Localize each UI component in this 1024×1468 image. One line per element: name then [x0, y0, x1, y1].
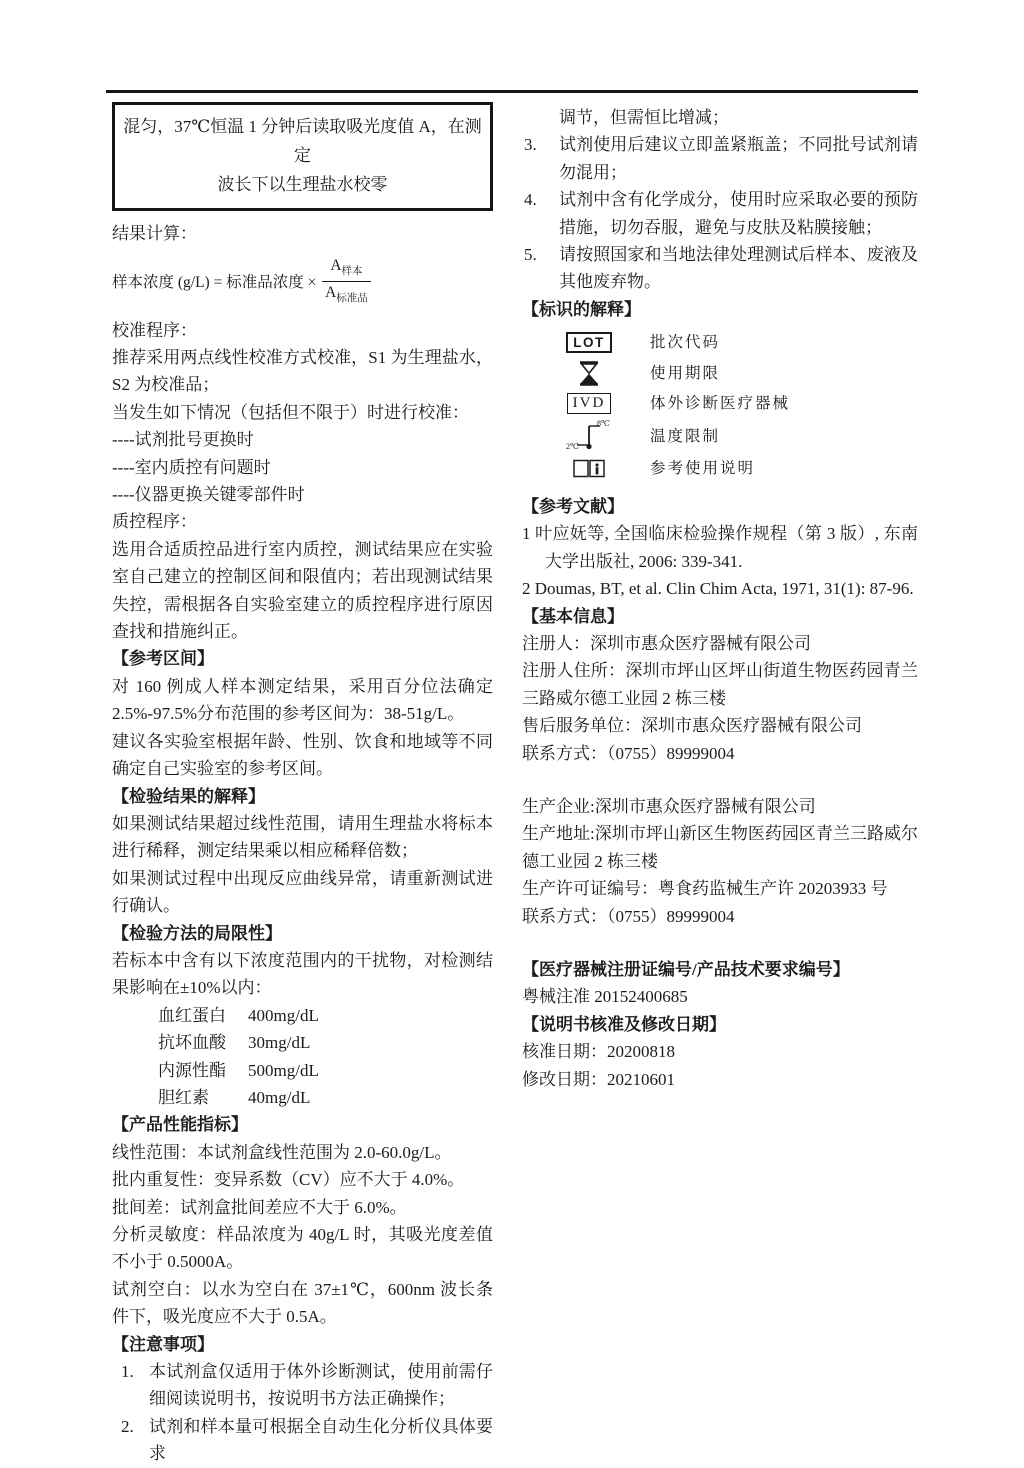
calibration-paragraph: 推荐采用两点线性校准方式校准，S1 为生理盐水，S2 为校准品； [112, 348, 493, 395]
precaution-item [522, 131, 918, 186]
manufacturer-line: 生产企业:深圳市惠众医疗器械有限公司 [522, 796, 816, 816]
calibration-case: ----室内质控有问题时 [112, 457, 271, 477]
performance-line: 批间差：试剂盒批间差应不大于 6.0%。 [112, 1197, 407, 1217]
manufacturer-line: 生产地址:深圳市坪山新区生物医药园区青兰三路威尔德工业园 2 栋三楼 [522, 824, 918, 871]
section-heading-precautions: 【注意事项】 [112, 1334, 214, 1354]
performance-line: 试剂空白：以水为空白在 37±1℃，600nm 波长条件下，吸光度应不大于 0.5A。 [112, 1279, 493, 1327]
precaution-item [112, 1358, 493, 1413]
symbol-label: 使用期限 [650, 364, 721, 382]
symbol-label: 参考使用说明 [650, 460, 756, 478]
temperature-high-label: 8℃ [597, 419, 610, 429]
precaution-number: 3. [524, 135, 537, 155]
reference-interval-paragraph: 建议各实验室根据年龄、性别、饮食和地域等不同确定自己实验室的参考区间。 [112, 731, 493, 779]
section-heading-registration: 【医疗器械注册证编号/产品技术要求编号】 [522, 959, 850, 979]
result-calc-label: 结果计算： [112, 224, 197, 243]
reference-interval-paragraph: 对 160 例成人样本测定结果，采用百分位法确定 2.5%-97.5%分布范围的参考区间为：38-51g/L。 [112, 676, 493, 724]
precaution-text: 试剂和样本量可根据全自动生化分析仪具体要求 [149, 1416, 493, 1464]
symbol-row-ivd [550, 390, 918, 417]
calibration-case: ----仪器更换关键零部件时 [112, 485, 305, 505]
symbol-row-lot [550, 329, 918, 356]
section-heading-reference-interval: 【参考区间】 [112, 649, 214, 669]
interferent-row [112, 1002, 493, 1029]
basic-info-line: 注册人住所：深圳市坪山区坪山街道生物医药园青兰三路威尔德工业园 2 栋三楼 [522, 661, 918, 708]
calibration-title: 校准程序： [112, 320, 197, 340]
limitations-paragraph: 若标本中含有以下浓度范围内的干扰物，对检测结果影响在±10%以内： [112, 950, 493, 998]
interferent-name: 胆红素 [158, 1087, 209, 1107]
symbol-label: 体外诊断医疗器械 [650, 395, 791, 413]
calibration-paragraph: 当发生如下情况（包括但不限于）时进行校准： [112, 402, 469, 422]
interferent-name: 抗坏血酸 [158, 1033, 226, 1053]
temperature-limit-icon [566, 420, 612, 452]
precaution-item [522, 241, 918, 296]
precaution-text: 本试剂盒仅适用于体外诊断测试，使用前需仔细阅读说明书，按说明书方法正确操作； [149, 1362, 493, 1409]
precaution-text: 试剂使用后建议立即盖紧瓶盖；不同批号试剂请勿混用； [559, 135, 918, 182]
page-top-rule [106, 90, 918, 93]
qc-title: 质控程序： [112, 512, 197, 532]
symbol-row-expiry [550, 360, 918, 387]
procedure-note-line1: 混匀，37℃恒温 1 分钟后读取吸光度值 A，在测定 [123, 117, 482, 165]
basic-info-line: 联系方式：（0755）89999004 [522, 743, 735, 763]
registration-number: 粤械注准 20152400685 [522, 987, 688, 1007]
lot-icon: LOT [566, 332, 612, 353]
interferent-name: 血红蛋白 [158, 1005, 226, 1025]
section-heading-limitations: 【检验方法的局限性】 [112, 923, 282, 943]
precaution-item [522, 186, 918, 241]
reference-item: 2 Doumas, BT, et al. Clin Chim Acta, 1971, 31(1): 87-96. [522, 579, 914, 599]
interferent-value: 30mg/dL [248, 1033, 311, 1053]
interferent-value: 500mg/dL [248, 1060, 319, 1080]
concentration-formula [112, 257, 493, 304]
interferent-value: 400mg/dL [248, 1005, 319, 1025]
section-heading-symbols: 【标识的解释】 [522, 299, 641, 319]
section-heading-basic-info: 【基本信息】 [522, 606, 624, 626]
precaution-number: 2. [121, 1416, 134, 1436]
formula-fraction [322, 257, 370, 304]
symbols-table [550, 329, 918, 483]
interpretation-paragraph: 如果测试结果超过线性范围，请用生理盐水将标本进行稀释，测定结果乘以相应稀释倍数； [112, 813, 493, 861]
temperature-low-label: 2℃ [566, 442, 579, 452]
precaution-item [112, 1413, 493, 1468]
hourglass-icon [577, 361, 601, 386]
section-heading-interpretation: 【检验结果的解释】 [112, 786, 265, 806]
formula-denominator: $A_{标准品}$ [325, 283, 368, 304]
symbol-label: 温度限制 [650, 427, 721, 445]
basic-info-line: 售后服务单位：深圳市惠众医疗器械有限公司 [522, 716, 862, 736]
approval-date-line: 核准日期：20200818 [522, 1042, 675, 1062]
precaution-number: 4. [524, 190, 537, 210]
section-heading-dates: 【说明书核准及修改日期】 [522, 1014, 726, 1034]
spacer [522, 767, 918, 793]
interpretation-paragraph: 如果测试过程中出现反应曲线异常，请重新测试进行确认。 [112, 868, 493, 916]
precaution-text: 试剂中含有化学成分，使用时应采取必要的预防措施，切勿吞服，避免与皮肤及粘膜接触； [559, 190, 918, 237]
calibration-case: ----试剂批号更换时 [112, 430, 254, 450]
spacer [522, 930, 918, 956]
procedure-note-box [112, 102, 493, 211]
manufacturer-line: 联系方式：（0755）89999004 [522, 906, 735, 926]
symbol-row-temperature [550, 420, 918, 452]
left-column [112, 102, 493, 1468]
interferent-value: 40mg/dL [248, 1087, 311, 1107]
formula-lhs: 样本浓度 (g/L) = 标准品浓度 × [112, 274, 317, 291]
symbol-label: 批次代码 [650, 334, 721, 352]
interferent-row [112, 1084, 493, 1111]
basic-info-line: 注册人：深圳市惠众医疗器械有限公司 [522, 633, 811, 653]
precaution-number: 5. [524, 245, 537, 265]
section-heading-performance: 【产品性能指标】 [112, 1115, 248, 1135]
symbol-row-consult-instructions [550, 455, 918, 482]
qc-paragraph: 选用合适质控品进行室内质控，测试结果应在实验室自己建立的控制区间和限值内；若出现测试结果失控，需根据各自实验室建立的质控程序进行原因查找和措施纠正。 [112, 539, 493, 642]
precaution-number: 1. [121, 1362, 134, 1382]
manufacturer-line: 生产许可证编号：粤食药监械生产许 20203933 号 [522, 879, 888, 899]
precaution-text: 请按照国家和当地法律处理测试后样本、废液及其他废弃物。 [559, 245, 918, 292]
formula-numerator: $A_{样本}$ [322, 257, 370, 281]
procedure-note-line2: 波长下以生理盐水校零 [217, 175, 388, 194]
precaution-continuation: 调节，但需恒比增减； [559, 108, 729, 127]
consult-instructions-icon [572, 458, 606, 480]
right-column [522, 104, 918, 1093]
performance-line: 批内重复性：变异系数（CV）应不大于 4.0%。 [112, 1170, 465, 1190]
performance-line: 分析灵敏度：样品浓度为 40g/L 时，其吸光度差值不小于 0.5000A。 [112, 1225, 493, 1272]
performance-line: 线性范围：本试剂盒线性范围为 2.0-60.0g/L。 [112, 1142, 452, 1162]
ivd-icon: IVD [567, 393, 612, 414]
interferent-row [112, 1029, 493, 1056]
revision-date-line: 修改日期：20210601 [522, 1069, 675, 1089]
reference-item: 1 叶应妩等, 全国临床检验操作规程（第 3 版）, 东南大学出版社, 2006: 339-341. [522, 524, 918, 571]
interferent-name: 内源性酯 [158, 1060, 226, 1080]
section-heading-references: 【参考文献】 [522, 496, 624, 516]
interferent-row [112, 1057, 493, 1084]
